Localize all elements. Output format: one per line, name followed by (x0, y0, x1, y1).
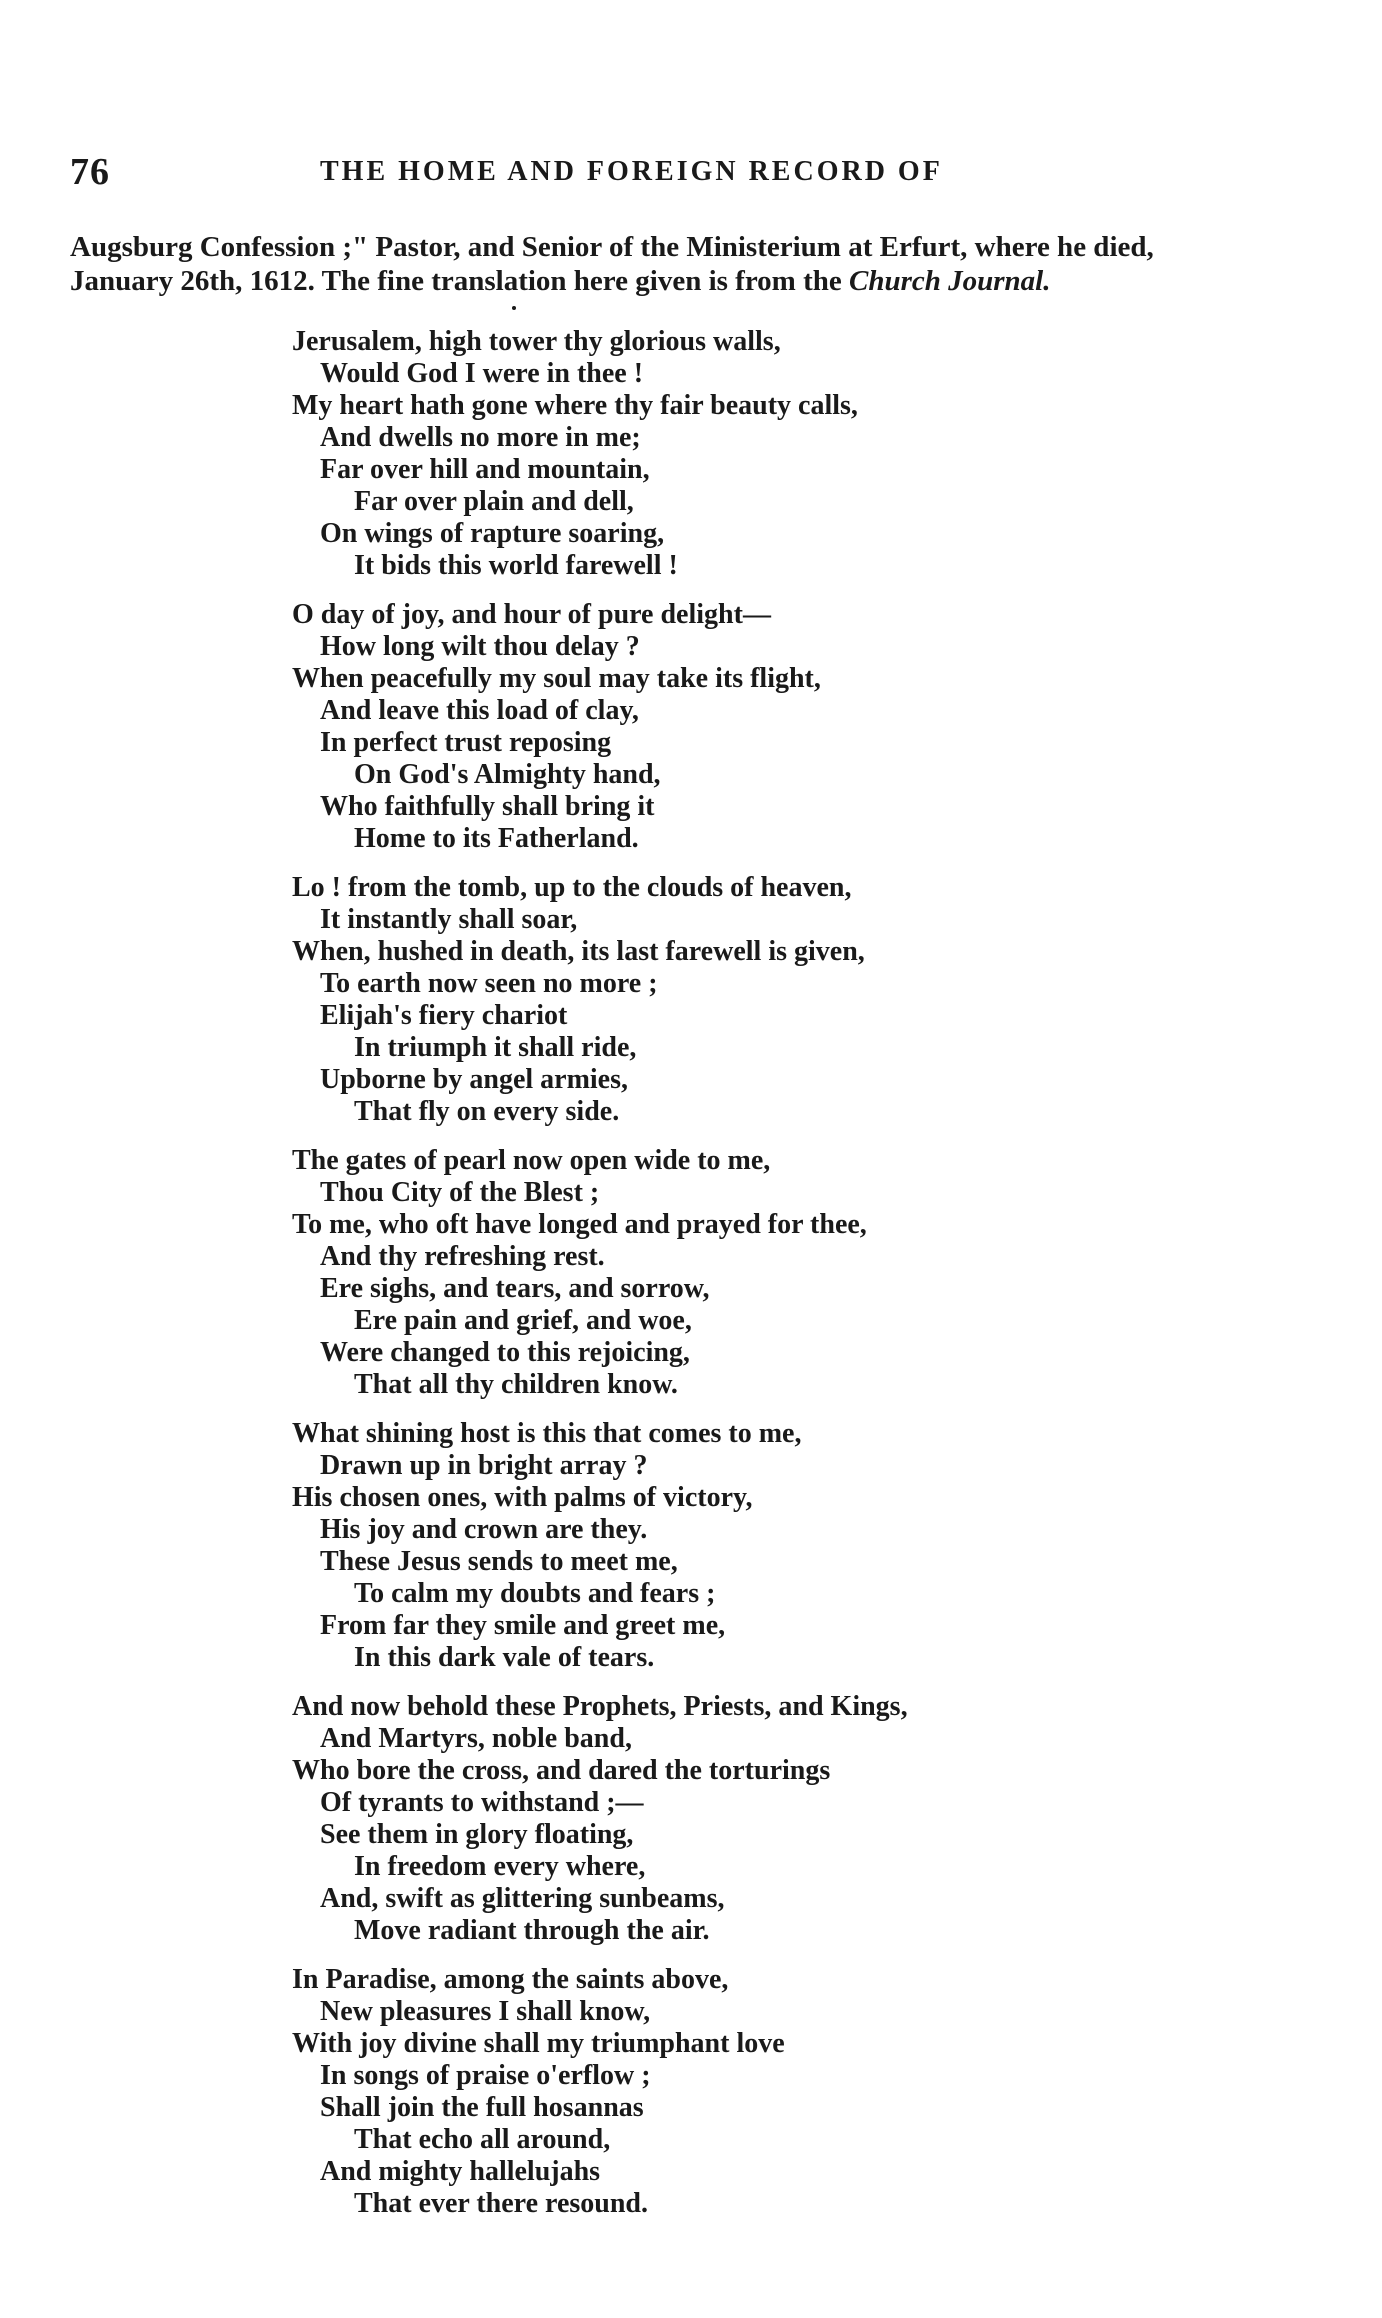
poem-line: See them in glory floating, (320, 1819, 634, 1850)
stanza-5 (292, 1418, 1092, 1674)
poem-line: In perfect trust reposing (320, 727, 612, 758)
stanza-2 (292, 599, 1092, 855)
poem-line: Far over plain and dell, (354, 486, 634, 517)
poem-line: In freedom every where, (354, 1851, 646, 1882)
poem-line: From far they smile and greet me, (320, 1610, 726, 1641)
source-title: Church Journal. (848, 265, 1051, 297)
intro-line-2 (70, 264, 1270, 298)
poem-line: Drawn up in bright array ? (320, 1450, 648, 1481)
poem-line: And dwells no more in me; (320, 422, 641, 453)
poem-line: When peacefully my soul may take its flight, (292, 663, 821, 694)
poem-line: On wings of rapture soaring, (320, 518, 665, 549)
poem-line: To me, who oft have longed and prayed for thee, (292, 1209, 867, 1240)
poem-line: Who faithfully shall bring it (320, 791, 655, 822)
poem-line: In triumph it shall ride, (354, 1032, 637, 1063)
poem-line: New pleasures I shall know, (320, 1996, 651, 2027)
intro-line-2-text: January 26th, 1612. The fine translation here given is from the (70, 265, 849, 297)
poem-line: And Martyrs, noble band, (320, 1723, 632, 1754)
stanza-4 (292, 1145, 1092, 1401)
poem-line: Home to its Fatherland. (354, 823, 639, 854)
intro-paragraph (70, 230, 1270, 298)
poem-line: Who bore the cross, and dared the torturings (292, 1755, 831, 1786)
stanza-1 (292, 326, 1092, 582)
poem-line: Move radiant through the air. (354, 1915, 710, 1946)
poem-line: Shall join the full hosannas (320, 2092, 644, 2123)
poem-line: Elijah's fiery chariot (320, 1000, 568, 1031)
poem-line: And now behold these Prophets, Priests, and Kings, (292, 1691, 908, 1722)
poem-line: And, swift as glittering sunbeams, (320, 1883, 725, 1914)
poem-line: In this dark vale of tears. (354, 1642, 655, 1673)
poem-line: His joy and crown are they. (320, 1514, 648, 1545)
poem-line: That fly on every side. (354, 1096, 620, 1127)
poem-line: And thy refreshing rest. (320, 1241, 605, 1272)
poem-line: In songs of praise o'erflow ; (320, 2060, 651, 2091)
poem-line: Jerusalem, high tower thy glorious walls, (292, 326, 781, 357)
poem-line: What shining host is this that comes to me, (292, 1418, 802, 1449)
poem-line: With joy divine shall my triumphant love (292, 2028, 785, 2059)
poem-line: Thou City of the Blest ; (320, 1177, 600, 1208)
poem-line: His chosen ones, with palms of victory, (292, 1482, 753, 1513)
poem-line: It bids this world farewell ! (354, 550, 678, 581)
poem-line: These Jesus sends to meet me, (320, 1546, 678, 1577)
poem-line: Lo ! from the tomb, up to the clouds of heaven, (292, 872, 852, 903)
poem-line: Would God I were in thee ! (320, 358, 644, 389)
poem-line: O day of joy, and hour of pure delight— (292, 599, 771, 630)
poem-line: Upborne by angel armies, (320, 1064, 628, 1095)
intro-line-1: Augsburg Confession ;" Pastor, and Senior of the Ministerium at Erfurt, where he died, (70, 231, 1154, 263)
poem-line: That all thy children know. (354, 1369, 678, 1400)
poem-line: That echo all around, (354, 2124, 611, 2155)
page-header (70, 150, 1310, 200)
ink-speck (512, 306, 516, 310)
poem-line: And mighty hallelujahs (320, 2156, 601, 2187)
poem-line: When, hushed in death, its last farewell is given, (292, 936, 865, 967)
poem-line: Of tyrants to withstand ;— (320, 1787, 644, 1818)
stanza-3 (292, 872, 1092, 1128)
poem-line: And leave this load of clay, (320, 695, 639, 726)
stanza-7 (292, 1964, 1092, 2220)
poem-line: Far over hill and mountain, (320, 454, 650, 485)
poem-line: Ere pain and grief, and woe, (354, 1305, 692, 1336)
poem (292, 326, 1092, 2237)
poem-line: To earth now seen no more ; (320, 968, 658, 999)
poem-line: How long wilt thou delay ? (320, 631, 640, 662)
running-head: THE HOME AND FOREIGN RECORD OF (320, 156, 943, 187)
stanza-6 (292, 1691, 1092, 1947)
poem-line: It instantly shall soar, (320, 904, 578, 935)
poem-line: My heart hath gone where thy fair beauty calls, (292, 390, 858, 421)
poem-line: Were changed to this rejoicing, (320, 1337, 690, 1368)
poem-line: The gates of pearl now open wide to me, (292, 1145, 771, 1176)
poem-line: In Paradise, among the saints above, (292, 1964, 729, 1995)
poem-line: To calm my doubts and fears ; (354, 1578, 716, 1609)
poem-line: Ere sighs, and tears, and sorrow, (320, 1273, 710, 1304)
page-number: 76 (70, 151, 110, 193)
poem-line: On God's Almighty hand, (354, 759, 661, 790)
poem-line: That ever there resound. (354, 2188, 648, 2219)
